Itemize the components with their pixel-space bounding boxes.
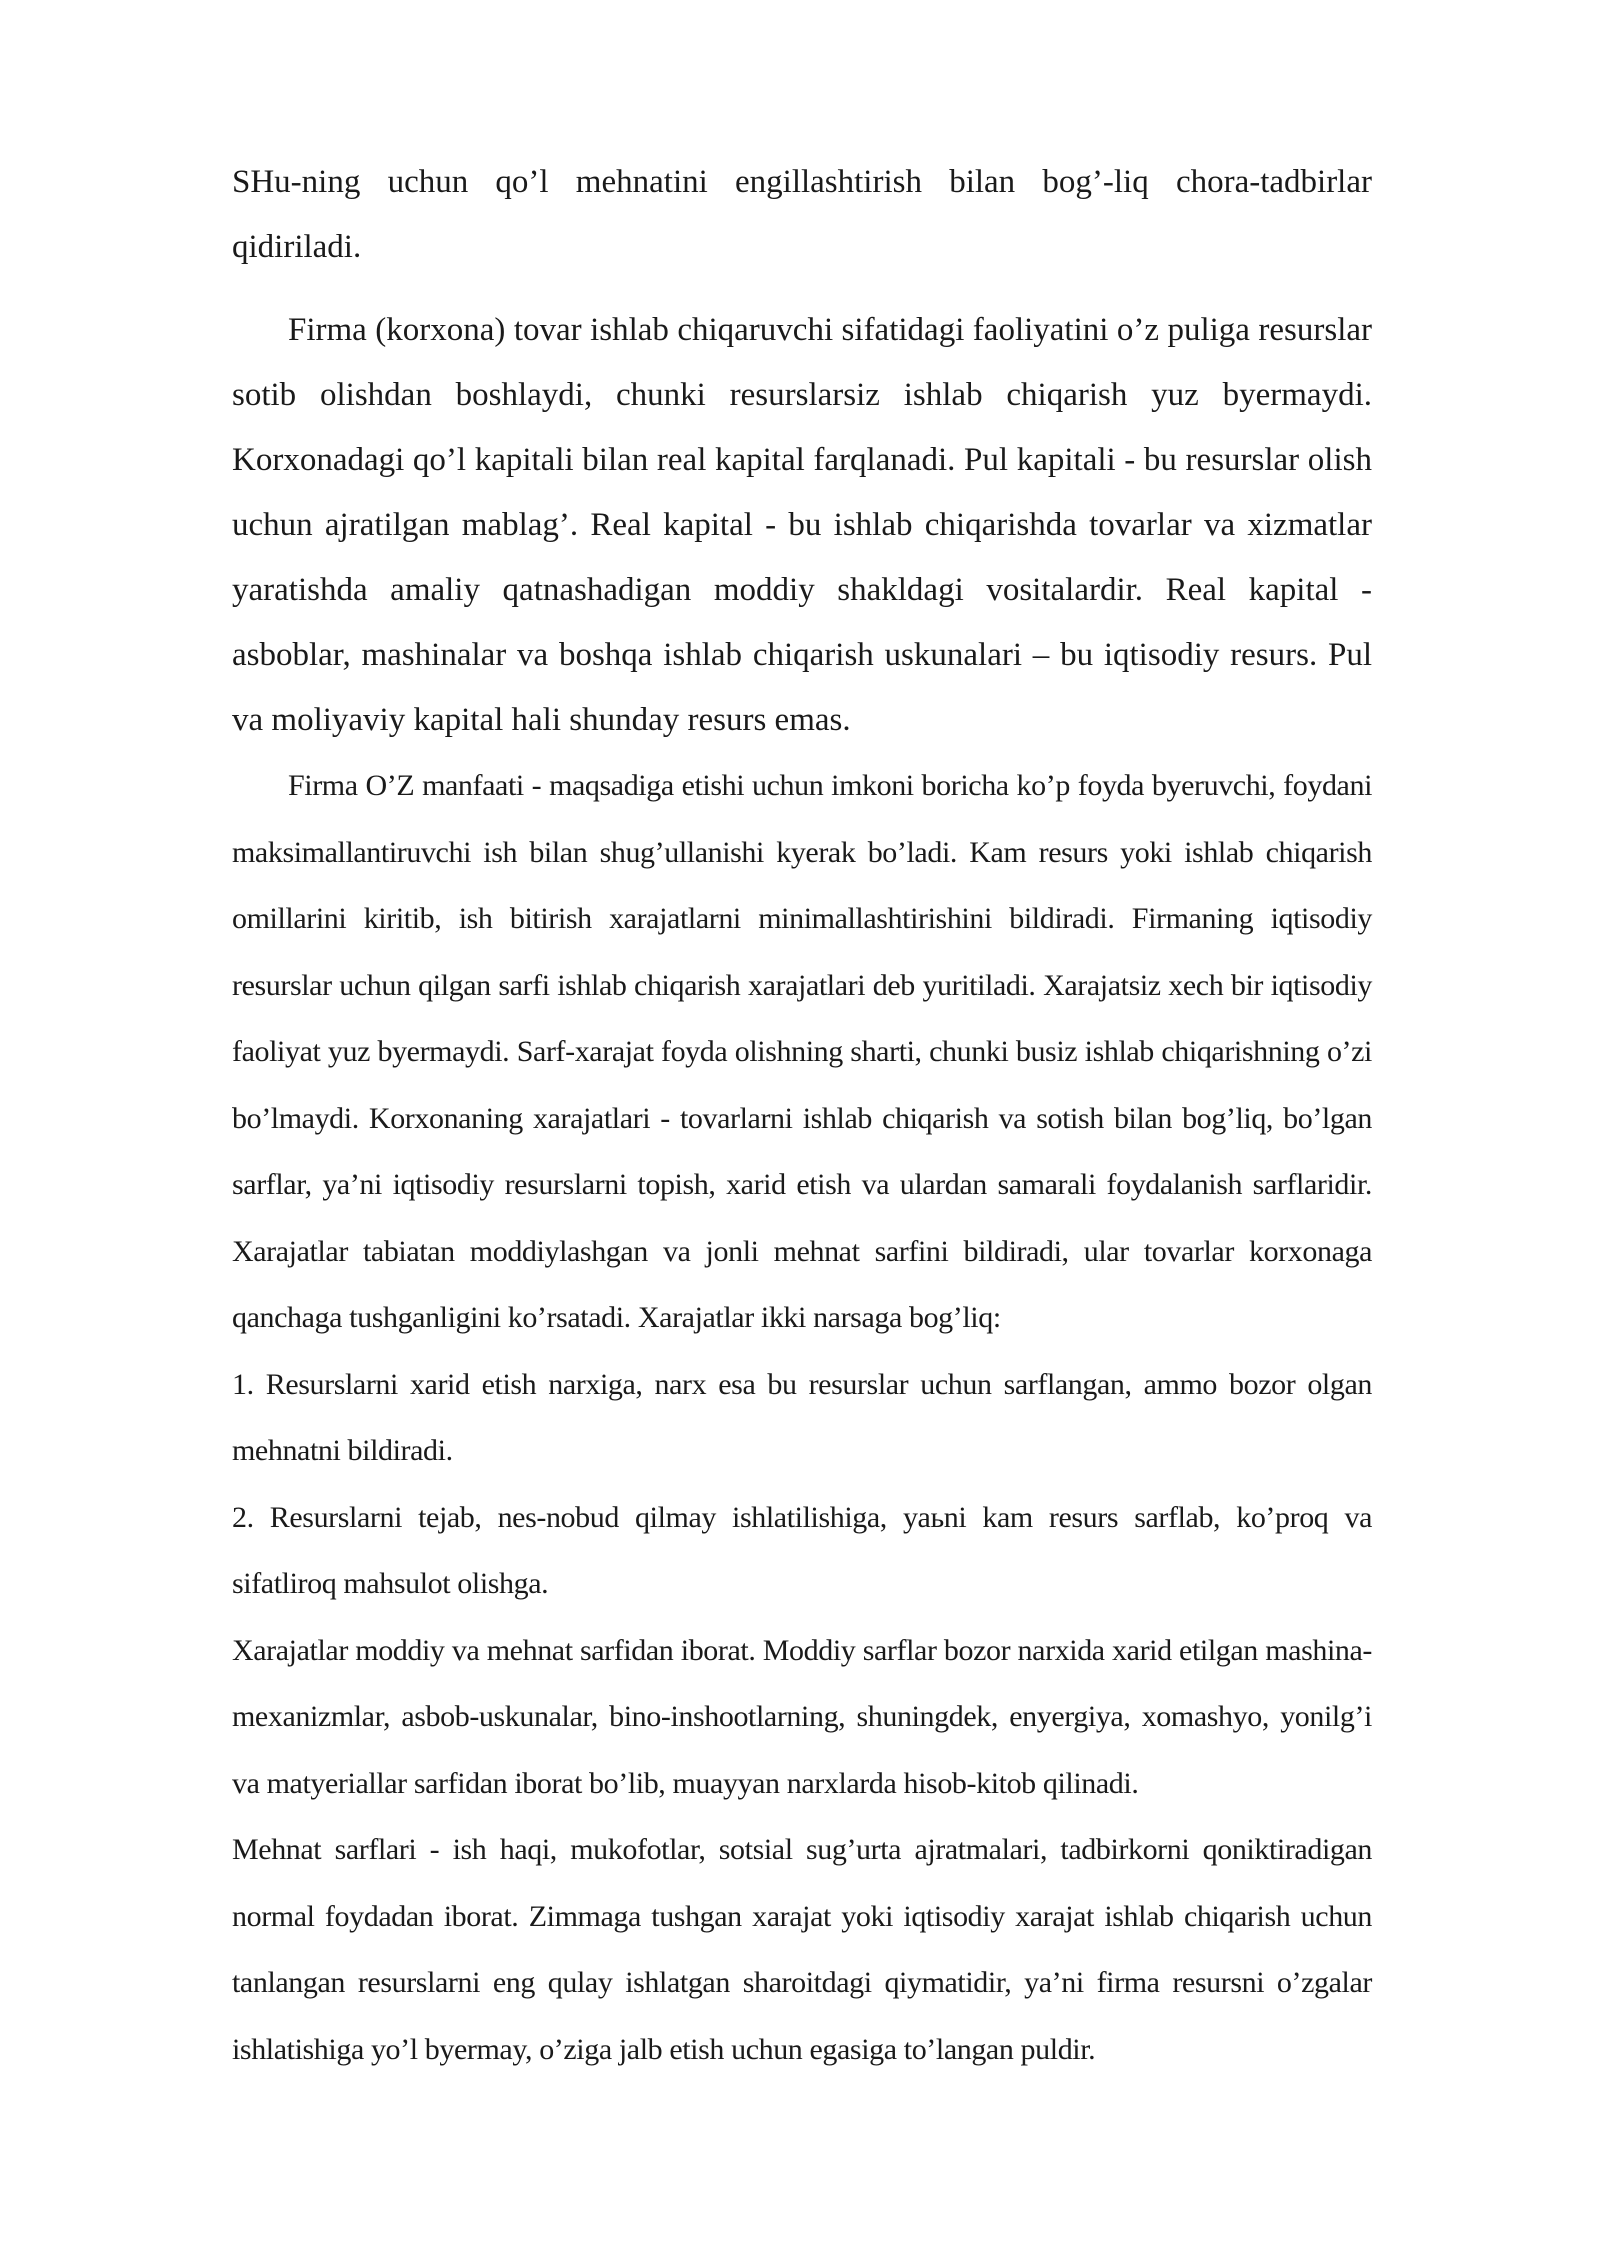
- list-item-2: 2. Resurslarni tejab, nes-nobud qilmay ishlatilishiga, yaьni kam resurs sarflab, ko’proq va sifatliroq mahsulot olishga.: [232, 1500, 1372, 1600]
- paragraph-firm-profit: Firma O’Z manfaati - maqsadiga etishi uchun imkoni boricha ko’p foyda byeruvchi, foydani maksimallantiruvchi ish bilan shug’ullanishi kyerak bo’ladi. Kam resurs yoki ishlab chiqarish omillarini kiritib, ish bitirish xarajatlarni minimallashtirishini bildiradi. Firmaning iqtisodiy resurslar uchun qilgan sarfi ishlab chiqarish xarajatlari deb yuritiladi. Xarajatsiz xech bir iqtisodiy faoliyat yuz byermaydi. Sarf-xarajat foyda olishning sharti, chunki busiz ishlab chiqarishning o’zi bo’lmaydi. Korxonaning xarajatlari - tovarlarni ishlab chiqarish va sotish bilan bog’liq, bo’lgan sarflar, ya’ni iqtisodiy resurslarni topish, xarid etish va ulardan samarali foydalanish sarflaridir. Xarajatlar tabiatan moddiylashgan va jonli mehnat sarfini bildiradi, ular tovarlar korxonaga qanchaga tushganligini ko’rsatadi. Xarajatlar ikki narsaga bog’liq:: [232, 769, 1372, 1334]
- paragraph-labor-costs: Mehnat sarflari - ish haqi, mukofotlar, sotsial sug’urta ajratmalari, tadbirkorni qoniktiradigan normal foydadan iborat. Zimmaga tushgan xarajat yoki iqtisodiy xarajat ishlab chiqarish uchun tanlangan resurslarni eng qulay ishlatgan sharoitdagi qiymatidir, ya’ni firma resursni o’zgalar ishlatishiga yo’l byermay, o’ziga jalb etish uchun egasiga to’langan puldir.: [232, 1833, 1372, 2066]
- document-page: [232, 150, 1372, 2083]
- paragraph-firm-resources: Firma (korxona) tovar ishlab chiqaruvchi sifatidagi faoliyatini o’z puliga resurslar sotib olishdan boshlaydi, chunki resurslarsiz ishlab chiqarish yuz byermaydi. Korxonadagi qo’l kapitali bilan real kapital farqlanadi. Pul kapitali - bu resurslar olish uchun ajratilgan mablag’. Real kapital - bu ishlab chiqarishda tovarlar va xizmatlar yaratishda amaliy qatnashadigan moddiy shakldagi vositalardir. Real kapital - asboblar, mashinalar va boshqa ishlab chiqarish uskunalari – bu iqtisodiy resurs. Pul va moliyaviy kapital hali shunday resurs emas.: [232, 312, 1372, 738]
- paragraph-material-costs: Xarajatlar moddiy va mehnat sarfidan iborat. Moddiy sarflar bozor narxida xarid etilgan mashina-mexanizmlar, asbob-uskunalar, bino-inshootlarning, shuningdek, enyergiya, xomashyo, yonilg’i va matyeriallar sarfidan iborat bo’lib, muayyan narxlarda hisob-kitob qilinadi.: [232, 1633, 1372, 1800]
- paragraph-intro-end: SHu-ning uchun qo’l mehnatini engillashtirish bilan bog’-liq chora-tadbirlar qidiriladi.: [232, 164, 1372, 265]
- list-item-1: 1. Resurslarni xarid etish narxiga, narx esa bu resurslar uchun sarflangan, ammo bozor olgan mehnatni bildiradi.: [232, 1367, 1372, 1467]
